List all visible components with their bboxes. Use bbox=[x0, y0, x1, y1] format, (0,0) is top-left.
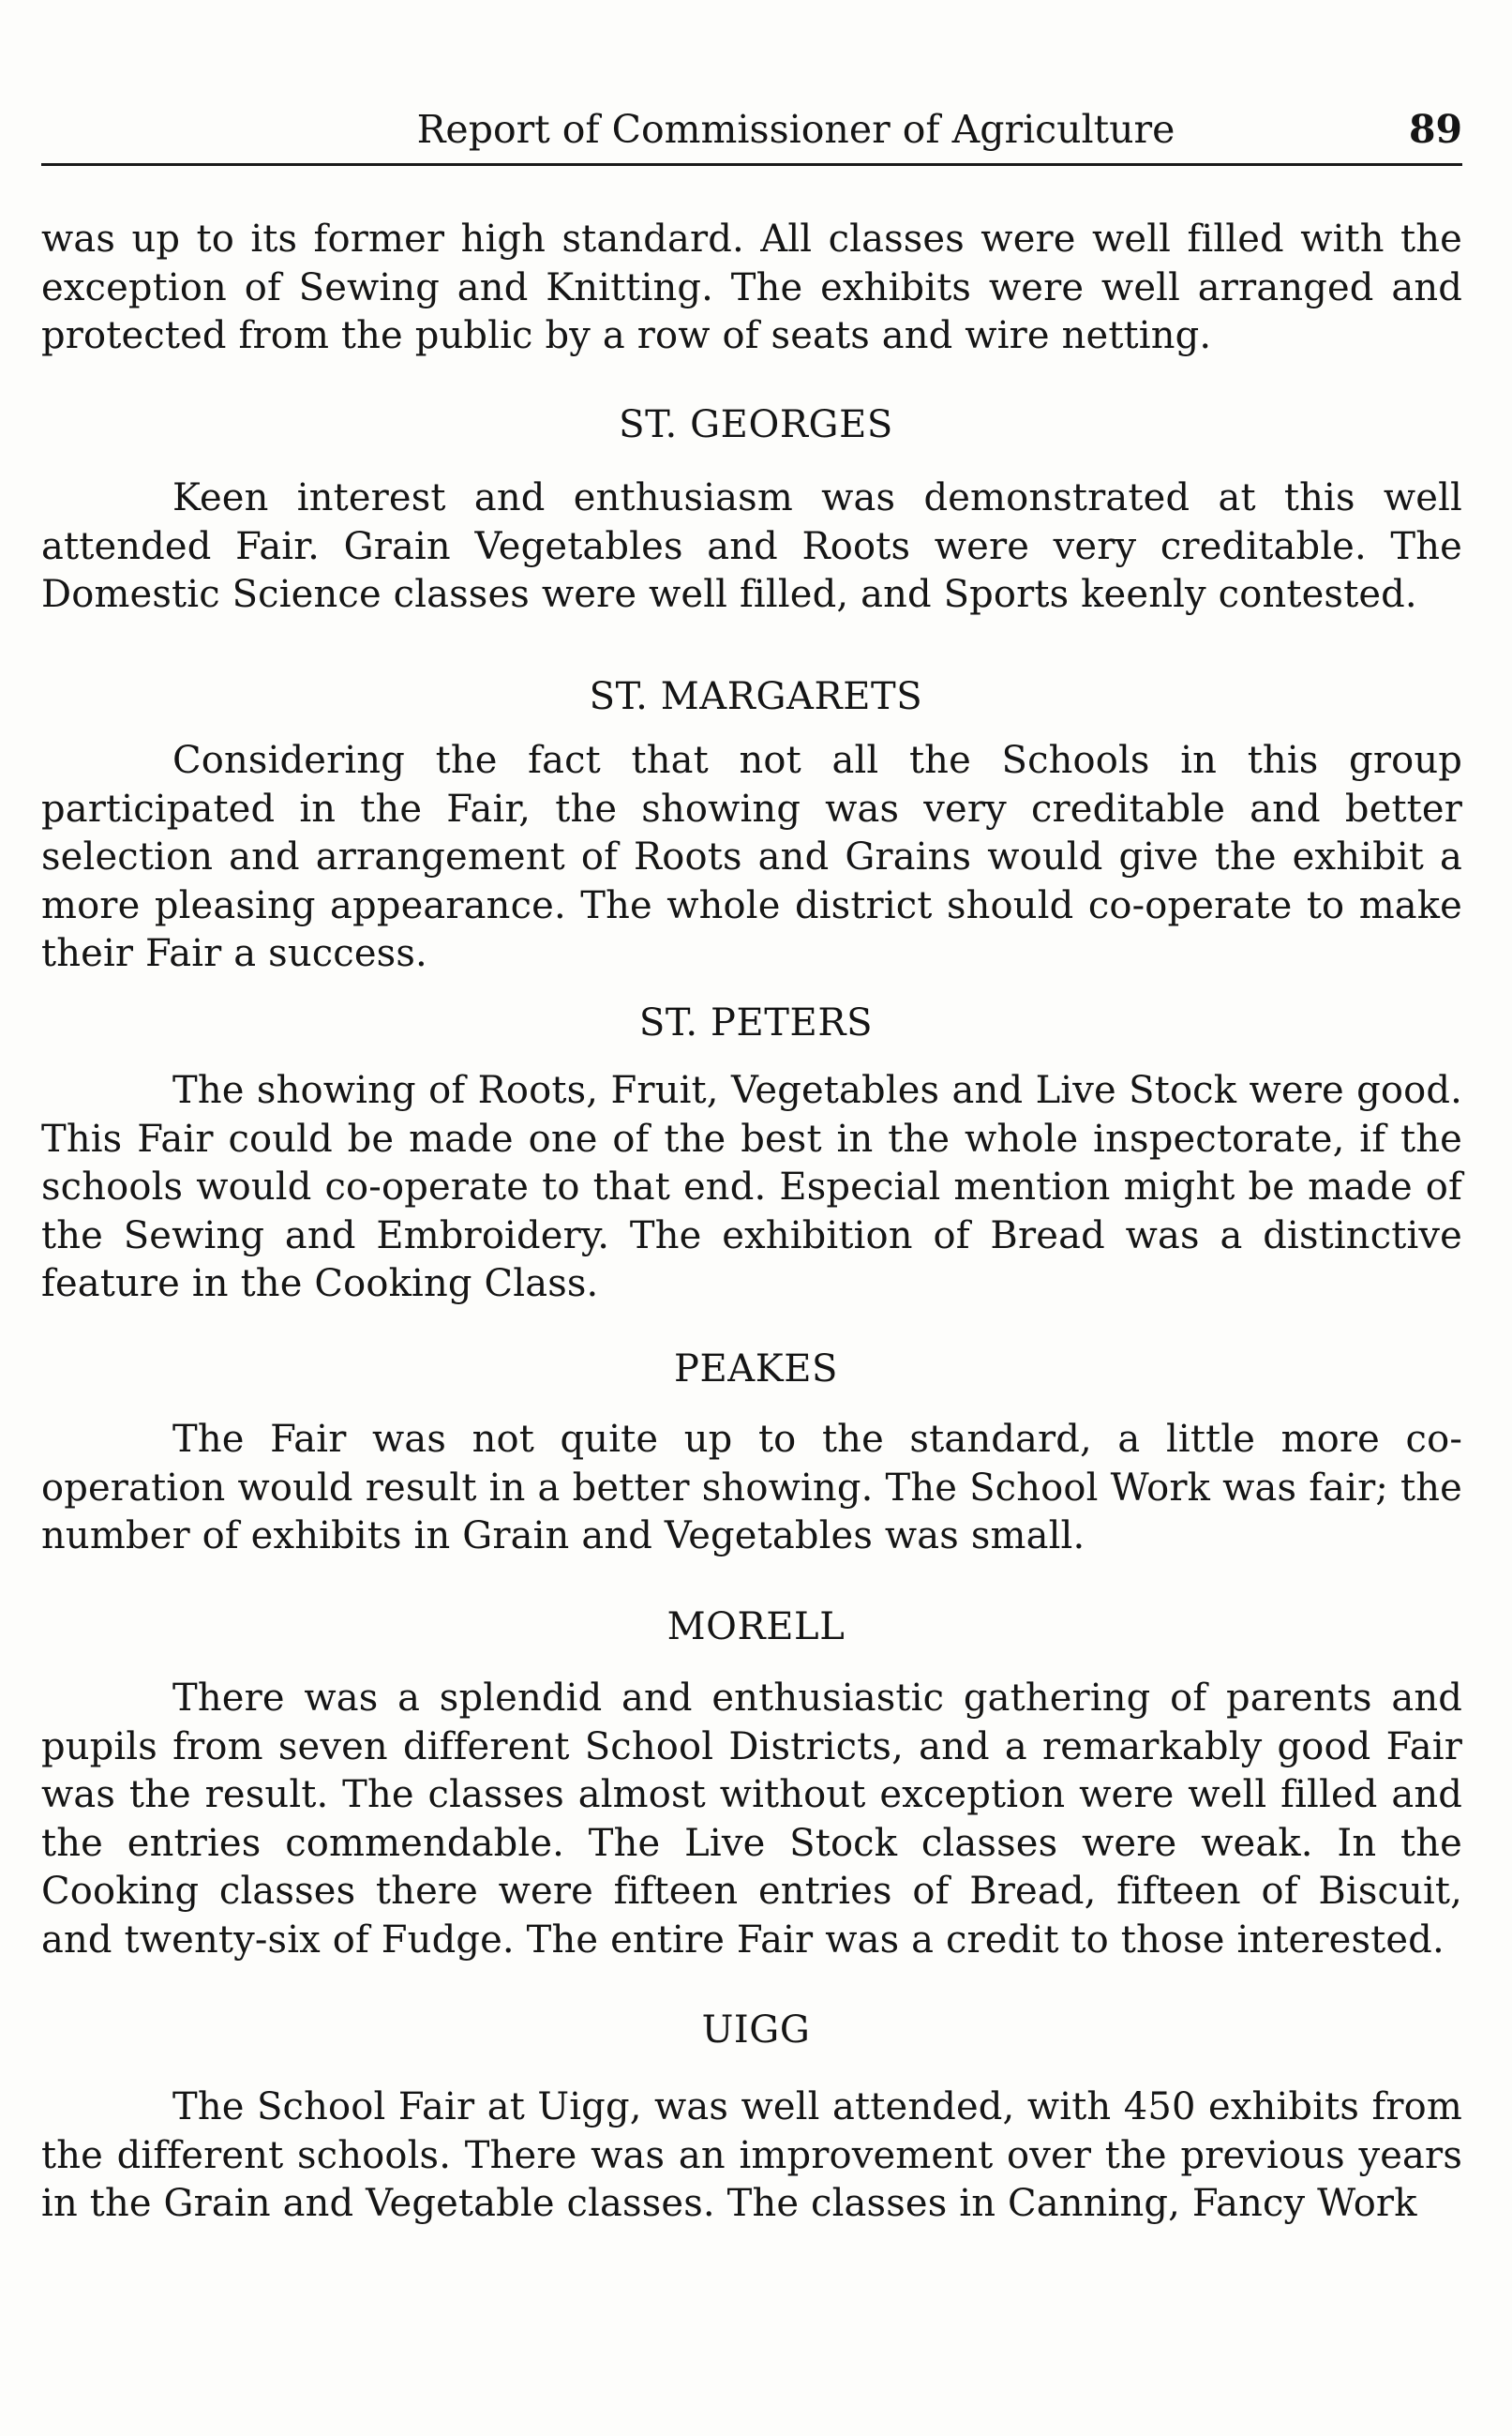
running-title: Report of Commissioner of Agriculture bbox=[416, 107, 1175, 152]
paragraph-uigg: The School Fair at Uigg, was well attended, with 450 exhibits from the different schools. There was an improvement over the previous years in the Grain and Vegetable classes. The classes in Canning, Fancy Work bbox=[41, 2085, 1462, 2225]
paragraph-st-margarets: Considering the fact that not all the Schools in this group participated in the Fair, the showing was very creditable and better selection and arrangement of Roots and Grains would give the exhibit a more pleasing appearance. The whole district should co-operate to make their Fair a success. bbox=[41, 739, 1462, 975]
paragraph-st-georges: Keen interest and enthusiasm was demonstrated at this well attended Fair. Grain Vegetables and Roots were very creditable. The Domestic Science classes were well filled, and Sports keenly contested. bbox=[41, 476, 1462, 616]
paragraph-st-peters: The showing of Roots, Fruit, Vegetables and Live Stock were good. This Fair could be made one of the best in the whole inspectorate, if the schools would co-operate to that end. Especial mention might be made of the Sewing and Embroidery. The exhibition of Bread was a distinctive feature in the Cooking Class. bbox=[41, 1069, 1462, 1305]
section-heading-morell: MORELL bbox=[666, 1605, 846, 1648]
section-heading-st-margarets: ST. MARGARETS bbox=[589, 675, 923, 718]
section-heading-uigg: UIGG bbox=[701, 2008, 811, 2052]
continued-paragraph: was up to its former high standard. All classes were well filled with the exception of Sewing and Knitting. The exhibits were well arranged and protected from the public by a row of seats and wire netting. bbox=[41, 218, 1462, 357]
section-heading-st-georges: ST. GEORGES bbox=[619, 403, 893, 446]
section-heading-peakes: PEAKES bbox=[673, 1347, 839, 1391]
paragraph-peakes: The Fair was not quite up to the standard, a little more co-operation would result in a better showing. The School Work was fair; the number of exhibits in Grain and Vegetables was small. bbox=[41, 1418, 1462, 1557]
section-heading-st-peters: ST. PETERS bbox=[638, 1001, 874, 1045]
running-header bbox=[41, 105, 1462, 166]
paragraph-morell: There was a splendid and enthusiastic gathering of parents and pupils from seven different School Districts, and a remarkably good Fair was the result. The classes almost without exception were well filled and the entries commendable. The Live Stock classes were weak. In the Cooking classes there were fifteen entries of Bread, fifteen of Biscuit, and twenty-six of Fudge. The entire Fair was a credit to those interested. bbox=[41, 1677, 1462, 1962]
page-number: 89 bbox=[1408, 107, 1462, 152]
